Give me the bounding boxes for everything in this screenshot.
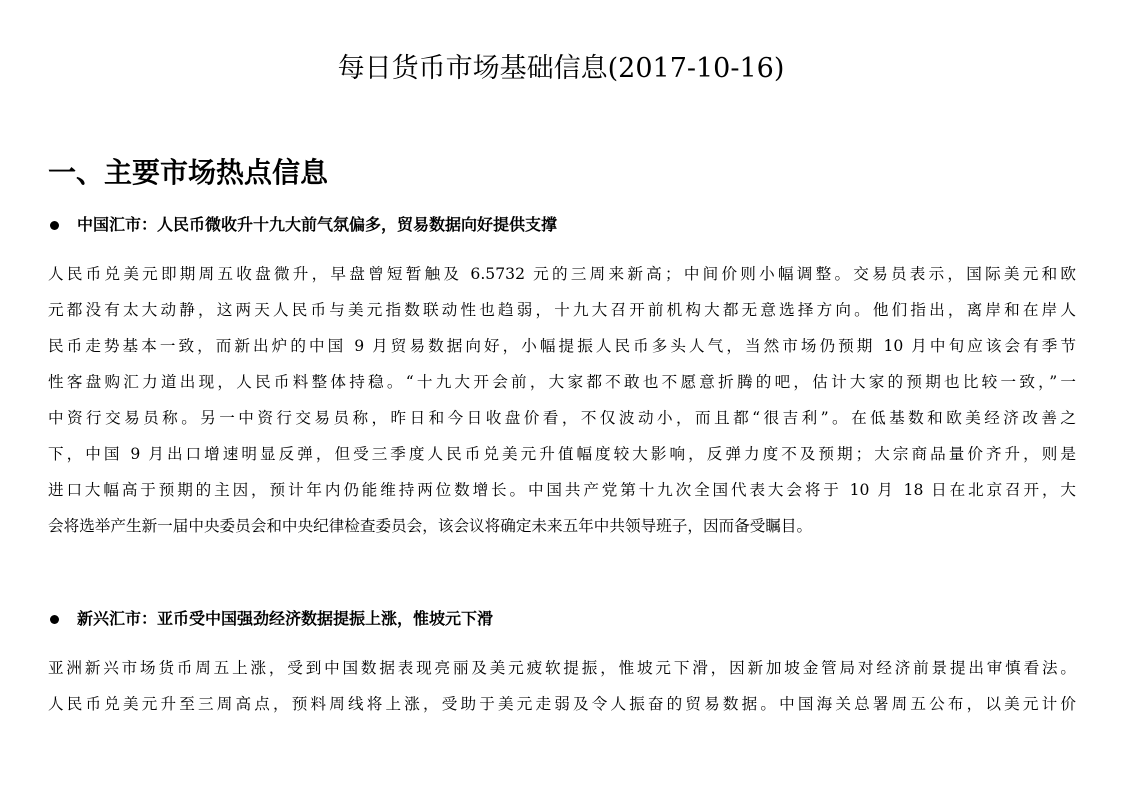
paragraph-emerging-fx bbox=[48, 650, 1076, 722]
paragraph-line: 人民币兑美元即期周五收盘微升，早盘曾短暂触及 6.5732 元的三周来新高；中间价则小幅调整。交易员表示，国际美元和欧 bbox=[48, 265, 1076, 283]
paragraph-line: 人民币兑美元升至三周高点，预料周线将上涨，受助于美元走弱及令人振奋的贸易数据。中国海关总署周五公布，以美元计价 bbox=[48, 695, 1076, 713]
paragraph-line: 下，中国 9 月出口增速明显反弹，但受三季度人民币兑美元升值幅度较大影响，反弹力度不及预期；大宗商品量价齐升，则是 bbox=[48, 445, 1076, 463]
bullet-icon bbox=[50, 615, 59, 624]
bullet-heading-emerging-fx bbox=[50, 607, 493, 631]
paragraph-line: 民币走势基本一致，而新出炉的中国 9 月贸易数据向好，小幅提振人民币多头人气，当然市场仍预期 10 月中旬应该会有季节 bbox=[48, 337, 1076, 355]
paragraph-line: 会将选举产生新一届中央委员会和中央纪律检查委员会，该会议将确定未来五年中共领导班子，因而备受瞩目。 bbox=[48, 517, 813, 535]
bullet-icon bbox=[50, 221, 59, 230]
paragraph-line: 中资行交易员称。另一中资行交易员称，昨日和今日收盘价看，不仅波动小，而且都“很吉利”。在低基数和欧美经济改善之 bbox=[48, 409, 1076, 427]
document-title: 每日货币市场基础信息(2017-10-16) bbox=[337, 53, 785, 84]
paragraph-line: 性客盘购汇力道出现，人民币料整体持稳。“十九大开会前，大家都不敢也不愿意折腾的吧，估计大家的预期也比较一致，”一 bbox=[48, 373, 1076, 391]
section-heading: 一、主要市场热点信息 bbox=[48, 156, 329, 189]
paragraph-china-fx bbox=[48, 256, 1076, 544]
bullet-heading-text: 中国汇市：人民币微收升十九大前气氛偏多，贸易数据向好提供支撑 bbox=[77, 215, 558, 234]
paragraph-line: 进口大幅高于预期的主因，预计年内仍能维持两位数增长。中国共产党第十九次全国代表大会将于 10 月 18 日在北京召开，大 bbox=[48, 481, 1076, 499]
bullet-heading-china-fx bbox=[50, 213, 557, 237]
bullet-heading-text: 新兴汇市：亚币受中国强劲经济数据提振上涨，惟坡元下滑 bbox=[77, 609, 494, 628]
paragraph-line: 元都没有太大动静，这两天人民币与美元指数联动性也趋弱，十九大召开前机构大都无意选择方向。他们指出，离岸和在岸人 bbox=[48, 301, 1076, 319]
paragraph-line: 亚洲新兴市场货币周五上涨，受到中国数据表现亮丽及美元疲软提振，惟坡元下滑，因新加坡金管局对经济前景提出审慎看法。 bbox=[48, 659, 1076, 677]
